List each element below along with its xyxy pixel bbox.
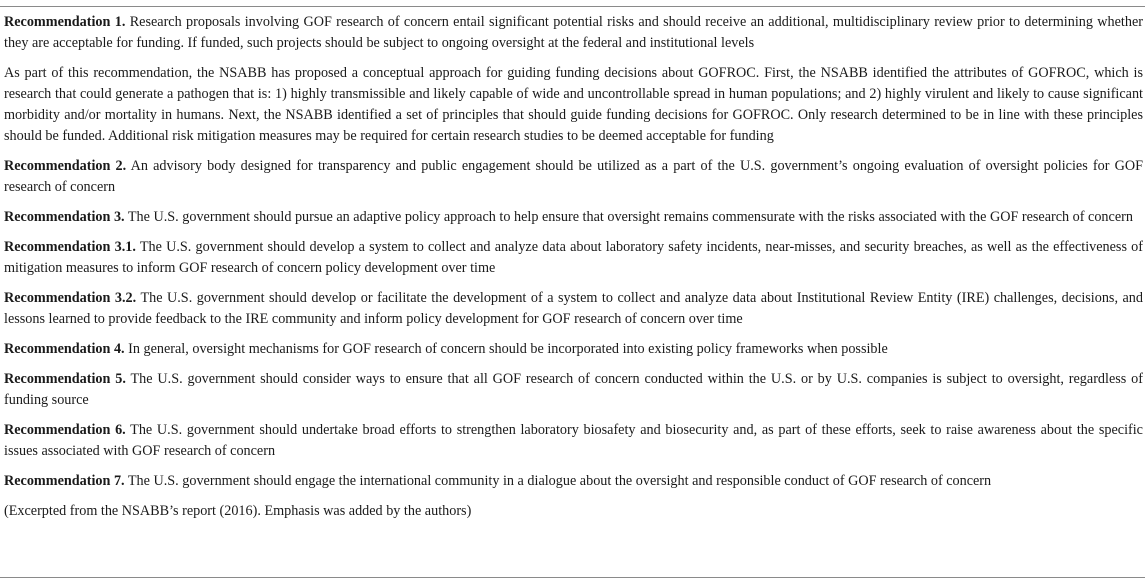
recommendation-3	[4, 207, 1143, 228]
recommendation-lead: Recommendation 3.1.	[4, 239, 136, 255]
recommendation-lead: Recommendation 2.	[4, 158, 127, 174]
explanation-text: As part of this recommendation, the NSABB has proposed a conceptual approach for guiding funding decisions about GOFROC. First, the NSABB identified the attributes of GOFROC, which is research that could generate a pathogen that is: 1) highly transmissible and likely capable of wide and uncontrollable spread in human populations; and 2) highly virulent and likely to cause significant morbidity and/or mortality in humans. Next, the NSABB identified a set of principles that should guide funding decisions for GOFROC. Only research determined to be in line with these principles should be funded. Additional risk mitigation measures may be required for certain research studies to be deemed acceptable for funding	[4, 65, 1143, 144]
recommendation-text: An advisory body designed for transparency and public engagement should be utilized as a part of the U.S. government’s ongoing evaluation of oversight policies for GOF research of concern	[4, 158, 1143, 195]
recommendation-3-1	[4, 237, 1143, 279]
recommendation-lead: Recommendation 6.	[4, 422, 126, 438]
table-bottom-rule	[0, 577, 1145, 578]
recommendation-text: In general, oversight mechanisms for GOF research of concern should be incorporated into existing policy frameworks when possible	[124, 341, 888, 357]
table-top-rule	[0, 6, 1145, 7]
recommendation-5	[4, 369, 1143, 411]
source-note-text: (Excerpted from the NSABB’s report (2016). Emphasis was added by the authors)	[4, 503, 472, 519]
recommendation-lead: Recommendation 4.	[4, 341, 125, 357]
recommendation-lead: Recommendation 5.	[4, 371, 126, 387]
recommendation-1	[4, 12, 1143, 54]
recommendation-2	[4, 156, 1143, 198]
recommendation-7	[4, 471, 1143, 492]
recommendation-lead: Recommendation 7.	[4, 473, 125, 489]
recommendation-lead: Recommendation 3.2.	[4, 290, 137, 306]
recommendation-text: The U.S. government should develop or facilitate the development of a system to collect and analyze data about Institutional Review Entity (IRE) challenges, decisions, and lessons learned to provide feedback to the IRE community and inform policy development for GOF research of concern over time	[4, 290, 1143, 327]
recommendation-4	[4, 339, 1143, 360]
recommendation-text: The U.S. government should develop a system to collect and analyze data about laboratory safety incidents, near-misses, and security breaches, as well as the effectiveness of mitigation measures to inform GOF research of concern policy development over time	[4, 239, 1143, 276]
recommendation-lead: Recommendation 3.	[4, 209, 125, 225]
recommendation-6	[4, 420, 1143, 462]
recommendation-text: The U.S. government should undertake broad efforts to strengthen laboratory biosafety and biosecurity and, as part of these efforts, seek to raise awareness about the specific issues associated with GOF research of concern	[4, 422, 1143, 459]
recommendation-lead: Recommendation 1.	[4, 14, 126, 30]
recommendation-1-explanation	[4, 63, 1143, 147]
recommendation-text: The U.S. government should pursue an adaptive policy approach to help ensure that oversight remains commensurate with the risks associated with the GOF research of concern	[124, 209, 1133, 225]
table-body	[4, 12, 1143, 531]
recommendation-3-2	[4, 288, 1143, 330]
recommendation-text: The U.S. government should consider ways to ensure that all GOF research of concern conducted within the U.S. or by U.S. companies is subject to oversight, regardless of funding source	[4, 371, 1143, 408]
recommendation-text: The U.S. government should engage the international community in a dialogue about the oversight and responsible conduct of GOF research of concern	[124, 473, 992, 489]
source-note	[4, 501, 1143, 522]
recommendation-text: Research proposals involving GOF research of concern entail significant potential risks and should receive an additional, multidisciplinary review prior to determining whether they are acceptable for funding. If funded, such projects should be subject to ongoing oversight at the federal and institutional levels	[4, 14, 1143, 51]
